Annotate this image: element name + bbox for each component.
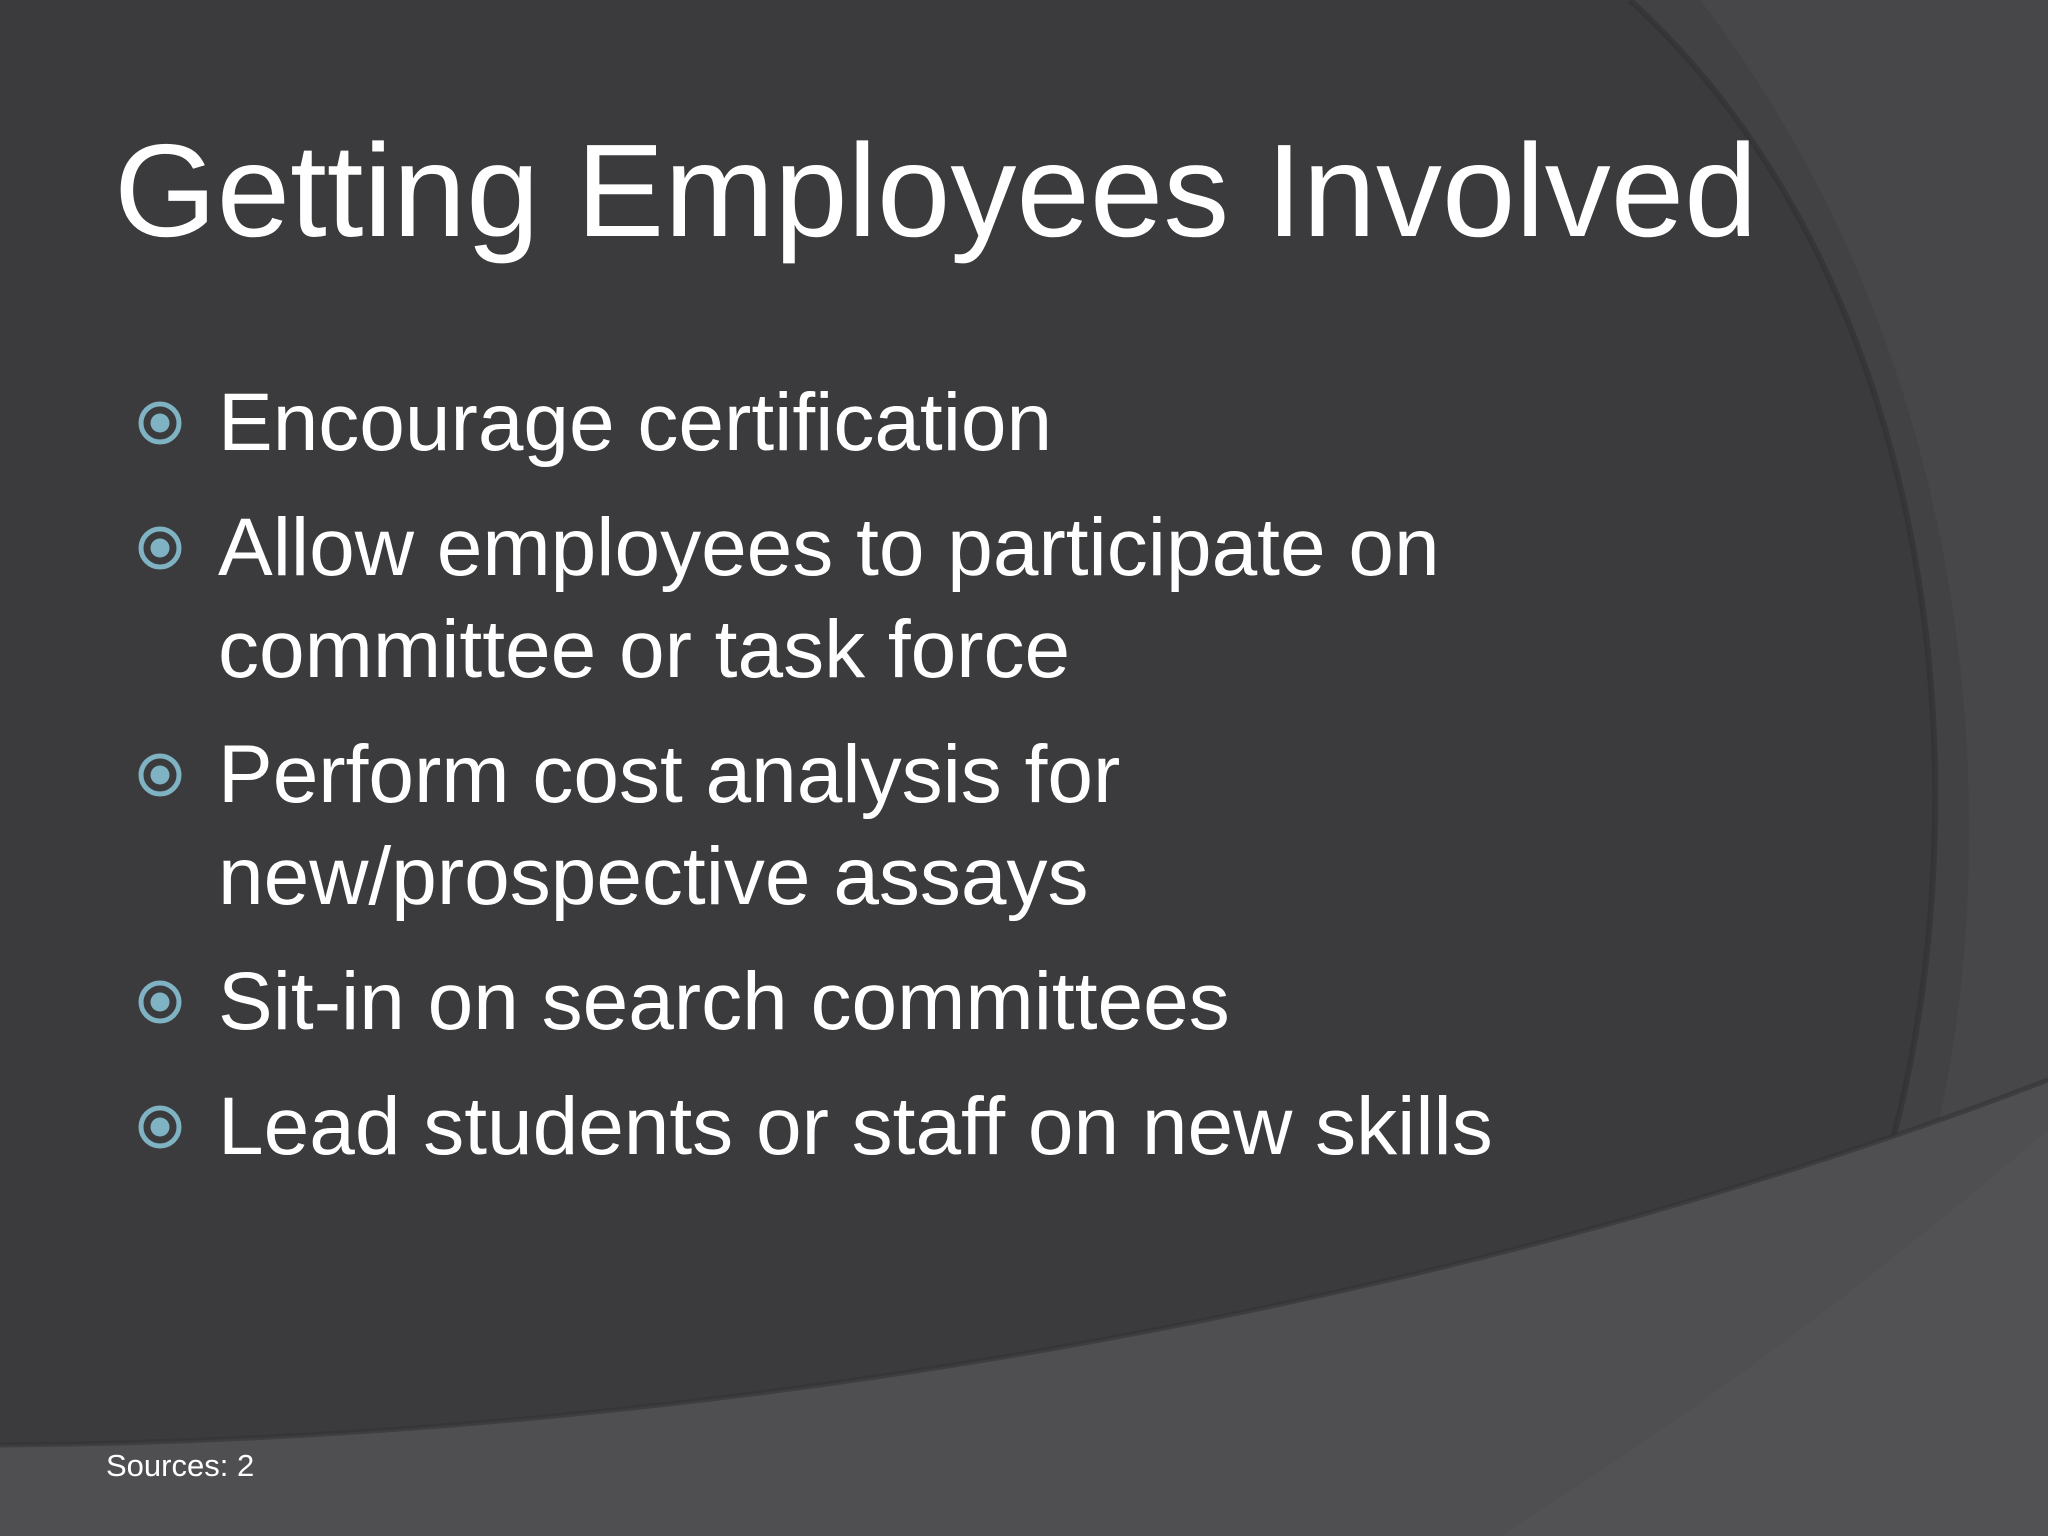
circled-dot-bullet-icon <box>138 526 182 570</box>
bullet-item <box>134 497 1634 701</box>
circled-dot-bullet-icon <box>138 980 182 1024</box>
bullet-item <box>134 951 1634 1053</box>
bullet-text: Sit-in on search committees <box>218 956 1230 1047</box>
bullet-text: Lead students or staff on new skills <box>218 1081 1493 1172</box>
bullet-item <box>134 724 1634 928</box>
bullet-text: Encourage certification <box>218 377 1053 468</box>
bullet-text: Allow employees to participate on committee or task force <box>218 502 1440 695</box>
bullet-item <box>134 372 1634 474</box>
circled-dot-bullet-icon <box>138 1105 182 1149</box>
circled-dot-bullet-icon <box>138 401 182 445</box>
bullet-item <box>134 1076 1634 1178</box>
bullet-list <box>134 372 1634 1201</box>
sources-footnote: Sources: 2 <box>106 1448 255 1483</box>
circled-dot-bullet-icon <box>138 753 182 797</box>
bullet-text: Perform cost analysis for new/prospective assays <box>218 729 1121 922</box>
slide-title: Getting Employees Involved <box>114 117 1758 264</box>
